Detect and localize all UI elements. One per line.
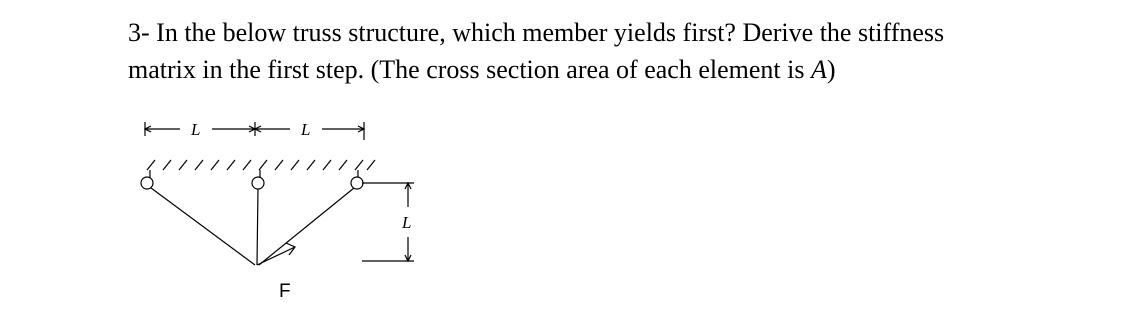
- dim-right-label: L: [301, 120, 311, 139]
- force-label: F: [279, 281, 291, 302]
- member-right-diagonal: [259, 188, 354, 265]
- pin-right: [351, 177, 363, 189]
- force-arrow-shaft: [257, 247, 295, 265]
- dim-vertical-label: L: [402, 213, 412, 232]
- dim-left-label: L: [191, 120, 201, 139]
- question-line-2-suffix: ): [826, 55, 836, 84]
- pin-middle: [252, 177, 264, 189]
- area-variable: A: [810, 55, 827, 84]
- pin-left: [141, 177, 153, 189]
- question-line-2-prefix: matrix in the first step. (The cross section area of each element is: [128, 55, 811, 84]
- question-line-1: 3- In the below truss structure, which member yields first? Derive the stiffness: [128, 18, 945, 47]
- ground-hatching: [143, 160, 377, 170]
- member-left-diagonal: [147, 185, 255, 265]
- member-vertical: [257, 188, 258, 265]
- dimension-top: [145, 122, 364, 140]
